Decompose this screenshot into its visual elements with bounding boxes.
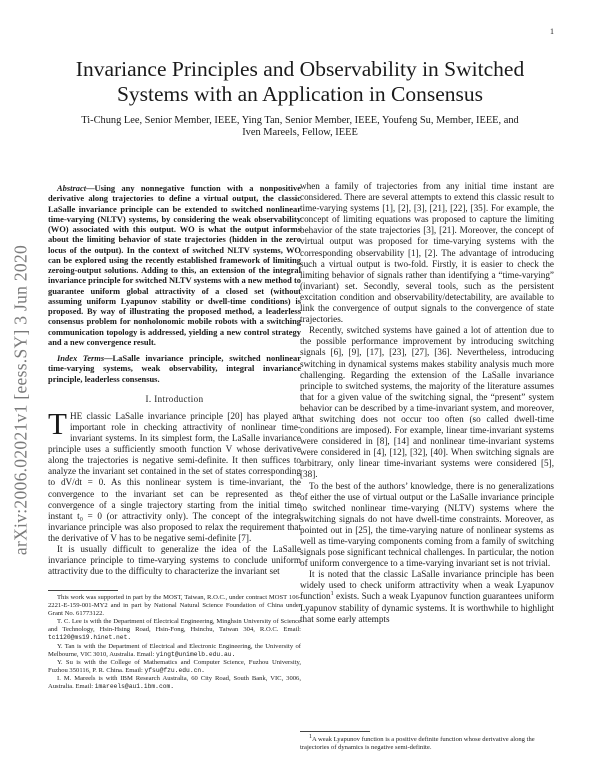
intro-paragraph-1 xyxy=(48,405,301,544)
email-link-tan[interactable]: yingt@unimelb.edu.au. xyxy=(155,650,236,658)
abstract-label: Abstract xyxy=(57,183,87,193)
author-line-1: Ti-Chung Lee, Senior Member, IEEE, Ying Tan, Senior Member, IEEE, Youfeng Su, Member, IEEE, and xyxy=(81,115,519,126)
abstract xyxy=(48,183,301,347)
email-link-su[interactable]: yfsu@fzu.edu.cn. xyxy=(144,666,205,674)
page-number: 1 xyxy=(550,27,554,36)
abstract-text: —Using any nonnegative function with a nonpositive derivative along trajectories to define a virtual output, the classic LaSalle invariance principle can be extended to switched nonlinear time-varying (NLTV) systems, by considering the weak observability (WO) associated with this output. WO is what the output informs about the limiting behavior of state trajectories (hidden in the zero locus of the output). In the context of switched NLTV systems, WO can be explored using the recently established framework of limiting zeroing-output solutions. Adding to this, an extension of the integral invariance principle for switched NLTV systems with a new method to guarantee uniform global attractivity of a closed set (without assuming uniform Lyapunov stability or dwell-time conditions) is proposed. By way of illustrating the proposed method, a leaderless consensus problem for nonholonomic mobile robots with a switching communication topology is addressed, yielding a new control strategy and a new convergence result. xyxy=(48,183,301,347)
affiliation-footnotes xyxy=(48,594,301,691)
intro-paragraph-2: It is usually difficult to generalize the idea of the LaSalle invariance principle to time-varying systems to conclude uniform attractivity due to the difficulty to characterize the invariant set xyxy=(48,543,301,577)
author-line-2: Iven Mareels, Fellow, IEEE xyxy=(242,127,358,139)
footnote-funding: This work was supported in part by the MOST, Taiwan, R.O.C., under contract MOST 106-2221-E-159-001-MY2 and in part by National Natural Science Foundation of China under Grant No. 61773122. xyxy=(48,594,301,618)
footnote-rule xyxy=(48,590,118,591)
footnote-rule-right xyxy=(300,731,370,732)
right-paragraph-3: To the best of the authors’ knowledge, there is no generalizations of either the use of virtual output or the LaSalle invariance principle to switched nonlinear time-varying (NLTV) systems where the switching signals do not have dwell-time constraints. Moreover, as pointed out in [25], the time-varying nature of nonlinear systems as well as time-varying components coming from a family of switching signals pose significant technical challenges. In particular, the notion of uniform convergence to a time-varying invariant set is not trivial. xyxy=(300,480,554,569)
intro-paragraph-1-text: HE classic LaSalle invariance principle [20] has played an important role in checking attractivity of nonlinear time-invariant systems. In its simplest form, the LaSalle invariance principle uses a sufficiently smooth function V whose derivative along the trajectories is negative semi-definite. It then suffices to analyze the invariant set contained in the set of states corresponding to dV/dt = 0. As this nonlinear system is time-invariant, the convergence to the invariant set can be represented as the convergence of a single trajectory starting from the initial time instant t₀ = 0 (or attractivity only). The concept of the integral invariance principle was also proposed to relax the requirement that the derivative of V has to be negative semi-definite [7]. xyxy=(48,410,301,543)
right-paragraph-4: It is noted that the classic LaSalle invariance principle has been widely used to check uniform attractivity when a weak Lyapunov function$^1$ exists. Such a weak Lyapunov function guarantees uniform Lyapunov stability of dynamic systems. It is worthwhile to highlight that some early attempts xyxy=(300,569,554,624)
right-paragraph-2: Recently, switched systems have gained a lot of attention due to the possible performance improvement by introducing switching signals [6], [9], [17], [23], [27], [36]. Nevertheless, introducing switching in dynamical systems makes stability analysis much more challenging. Regarding the extension of the LaSalle invariance principle to switched systems, the majority of the literature assumes that for a given value of the switching signal, the “present” system behavior can be described by a time-invariant system, and moreover, that switching does not occur too often (so called dwell-time conditions are imposed). For example, linear time-invariant systems were considered in [8], [14] and nonlinear time-invariant systems were considered in [4], [12], [32], [40]. When switching signals are arbitrary, only linear time-invariant systems were considered [5], [38]. xyxy=(300,325,554,480)
left-column xyxy=(48,183,301,577)
arxiv-stamp xyxy=(8,180,34,620)
footnote-tan: Y. Tan is with the Department of Electrical and Electronic Engineering, the University of Melbourne, VIC 3010, Australia. Email: yingt@unimelb.edu.au. xyxy=(48,642,301,658)
footnote-lee: T. C. Lee is with the Department of Electrical Engineering, Minghsin University of Science and Technology, Hsin-Hsing Road, Hsin-Fong, Hsinchu, Taiwan 304, R.O.C. Email: tc1120@ms19.hinet.net. xyxy=(48,618,301,642)
index-terms xyxy=(48,353,301,384)
drop-cap: T xyxy=(48,405,67,441)
index-terms-text: —LaSalle invariance principle, switched nonlinear time-varying systems, weak observability, integral invariance principle, leaderless consensus. xyxy=(48,353,301,384)
paper-title: Invariance Principles and Observability in Switched Systems with an Application in Consensus xyxy=(75,57,525,106)
footnote-1 xyxy=(300,733,554,752)
arxiv-stamp-text: arXiv:2006.02021v1 [eess.SY] 3 Jun 2020 xyxy=(10,244,31,556)
section-heading-introduction: I. Introduction xyxy=(145,393,204,404)
footnote-mareels: I. M. Mareels is with IBM Research Australia, 60 City Road, South Bank, VIC, 3006, Australia. Email: imareels@au1.ibm.com. xyxy=(48,674,301,691)
index-terms-label: Index Terms xyxy=(57,353,105,363)
footnote-ref-1[interactable]: 1 xyxy=(330,591,334,598)
email-link-mareels[interactable]: imareels@au1.ibm.com. xyxy=(94,683,175,691)
footnote-su: Y. Su is with the College of Mathematics and Computer Science, Fuzhou University, Fuzhou 350116, P. R. China. Email: yfsu@fzu.edu.cn. xyxy=(48,658,301,674)
right-paragraph-1: when a family of trajectories from any initial time instant are considered. There are several attempts to extend this classic result to time-varying systems [1], [2], [3], [21], [22], [35]. For example, the concept of limiting equations was proposed to capture the limiting behavior of the state trajectories [3], [21]. Moreover, the concept of virtual output was proposed for time-varying systems with the corresponding observability [1], [2]. The advantage of introducing such a virtual output is two-fold. Firstly, it is easier to check the limiting behavior of signals rather than identifying a “time-varying” (invariant) set. Secondly, several tools, such as the persistent excitation condition and observability/detectability, are available to link the convergence of output signals to the convergence of state trajectories. xyxy=(300,181,554,325)
email-link-lee[interactable]: tc1120@ms19.hinet.net. xyxy=(48,634,132,642)
footnote-1-mark: 1 xyxy=(309,733,312,740)
footnote-1-text: A weak Lyapunov function is a positive definite function whose derivative along the trajectories of dynamics is negative semi-definite. xyxy=(300,736,535,752)
author-list xyxy=(60,115,540,140)
right-column xyxy=(300,181,554,625)
